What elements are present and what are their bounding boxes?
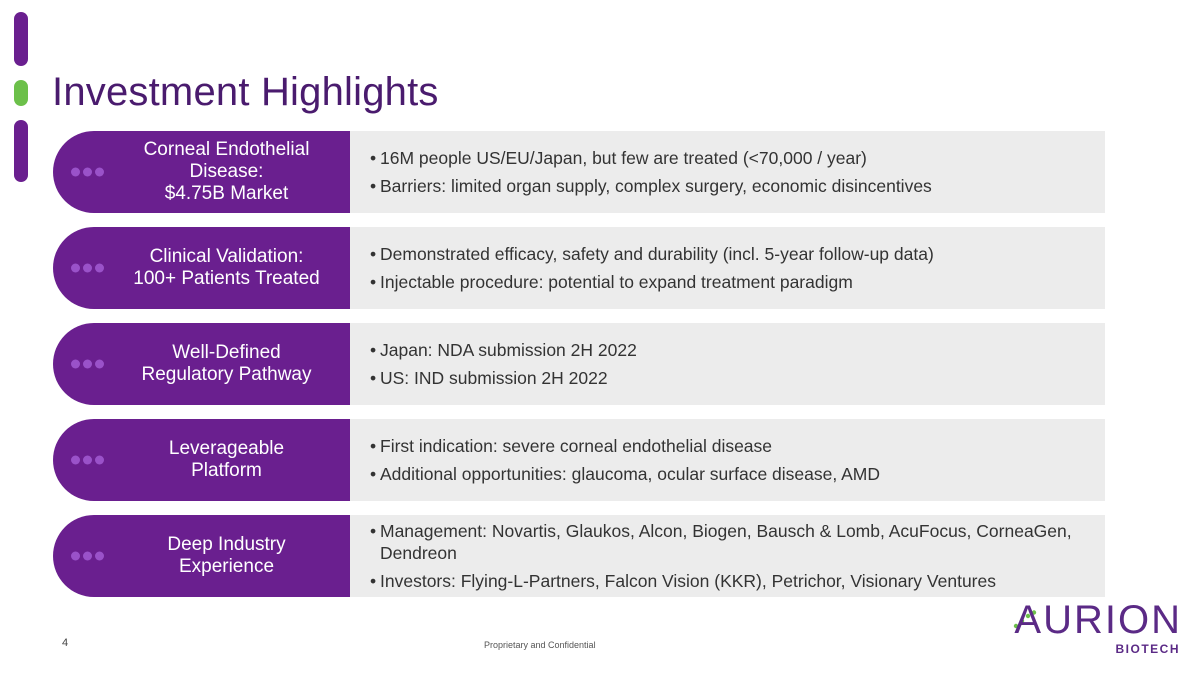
page-number: 4 [62,637,69,649]
bullet-item: • Demonstrated efficacy, safety and durability (incl. 5-year follow-up data) [370,243,1087,265]
bullet-item: • US: IND submission 2H 2022 [370,367,1087,389]
dots-icon [71,360,104,369]
bullet-item: • Barriers: limited organ supply, complex surgery, economic disincentives [370,175,1087,197]
highlight-label: Corneal Endothelial Disease: $4.75B Market [143,139,310,204]
highlight-row-market [53,131,1105,213]
highlights-list [53,131,1105,597]
highlight-pill [53,227,350,309]
accent-bar-top [14,12,28,66]
highlight-label: Clinical Validation: 100+ Patients Treated [133,246,320,289]
bullet-item: • 16M people US/EU/Japan, but few are treated (<70,000 / year) [370,147,1087,169]
bullet-item: • Management: Novartis, Glaukos, Alcon, Biogen, Bausch & Lomb, AcuFocus, CorneaGen, Dendreon [370,520,1087,564]
highlight-row-clinical [53,227,1105,309]
dots-icon [71,168,104,177]
dots-icon [71,552,104,561]
logo-wordmark: AURION [1014,598,1182,642]
highlight-label: Leverageable Platform [168,438,285,481]
highlight-details [350,515,1105,597]
dots-icon [71,456,104,465]
highlight-pill [53,131,350,213]
bullet-item: • Additional opportunities: glaucoma, ocular surface disease, AMD [370,463,1087,485]
highlight-pill [53,419,350,501]
bullet-item: • Injectable procedure: potential to expand treatment paradigm [370,271,1087,293]
logo-subtitle: BIOTECH [1115,642,1180,656]
bullet-item: • Japan: NDA submission 2H 2022 [370,339,1087,361]
highlight-details [350,323,1105,405]
highlight-details [350,419,1105,501]
accent-bar-middle [14,80,28,106]
highlight-row-platform [53,419,1105,501]
page-title: Investment Highlights [52,70,439,114]
confidentiality-notice: Proprietary and Confidential [484,640,596,650]
highlight-row-experience [53,515,1105,597]
highlight-label: Deep Industry Experience [167,534,286,577]
highlight-row-regulatory [53,323,1105,405]
highlight-pill [53,515,350,597]
bullet-item: • Investors: Flying-L-Partners, Falcon Vision (KKR), Petrichor, Visionary Ventures [370,570,1087,592]
bullet-item: • First indication: severe corneal endothelial disease [370,435,1087,457]
highlight-details [350,227,1105,309]
highlight-details [350,131,1105,213]
accent-bar-bottom [14,120,28,182]
dots-icon [71,264,104,273]
highlight-label: Well-Defined Regulatory Pathway [141,342,312,385]
highlight-pill [53,323,350,405]
company-logo [1012,600,1182,660]
